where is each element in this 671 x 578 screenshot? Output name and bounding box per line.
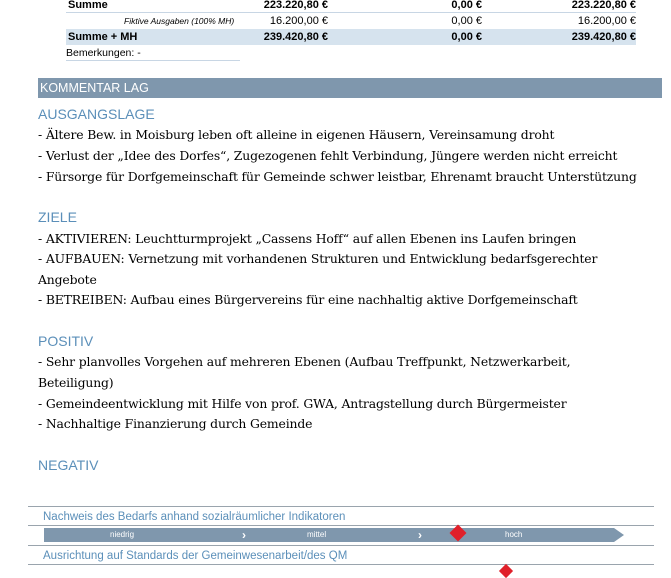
- value-col-1: 223.220,80 €: [263, 0, 328, 11]
- chevron-right-icon: ›: [418, 528, 422, 542]
- scale-label-hoch: hoch: [505, 530, 523, 539]
- rating-divider: [28, 525, 654, 526]
- text-line: - Gemeindeentwicklung mit Hilfe von prof. GWA, Antragstellung durch Bürgermeister: [38, 396, 567, 411]
- text-line: - Fürsorge für Dorfgemeinschaft für Gemeinde schwer leistbar, Ehrenamt braucht Unterstützung: [38, 169, 637, 184]
- text-line: - Nachhaltige Finanzierung durch Gemeinde: [38, 416, 313, 431]
- rating-bottom-rule: [28, 545, 654, 546]
- scale-label-mittel: mittel: [307, 530, 327, 539]
- rating-title-standards: Ausrichtung auf Standards der Gemeinwesenarbeit/des QM: [43, 550, 348, 562]
- scale-label-niedrig: niedrig: [110, 530, 135, 539]
- value-col-1: 16.200,00 €: [269, 15, 328, 27]
- text-line: - AUFBAUEN: Vernetzung mit vorhandenen Strukturen und Entwicklung bedarfsgerechter: [38, 251, 598, 266]
- row-label: Summe + MH: [68, 31, 138, 43]
- rating-top-rule: [28, 506, 654, 507]
- rating-divider: [28, 564, 654, 565]
- text-line: - Verlust der „Idee des Dorfes“, Zugezogenen fehlt Verbindung, Jüngere werden nicht erreicht: [38, 148, 618, 163]
- value-col-3: 16.200,00 €: [577, 15, 636, 27]
- row-label: Fiktive Ausgaben (100% MH): [124, 16, 235, 26]
- rating-marker-diamond-icon: [499, 564, 513, 578]
- text-line: - AKTIVIEREN: Leuchtturmprojekt „Cassens Hoff“ auf allen Ebenen ins Laufen bringen: [38, 231, 577, 246]
- table-row-summe: [66, 0, 636, 12]
- value-col-1: 239.420,80 €: [263, 31, 328, 43]
- row-label: Summe: [68, 0, 108, 11]
- value-col-2: 0,00 €: [451, 31, 482, 43]
- remarks: Bemerkungen: -: [66, 47, 141, 59]
- chevron-right-icon: ›: [242, 528, 246, 542]
- heading-ausgangslage: AUSGANGSLAGE: [38, 106, 155, 122]
- text-line: Beteiligung): [38, 375, 114, 390]
- table-row-summe-mh: [66, 29, 636, 45]
- text-line: - Sehr planvolles Vorgehen auf mehreren Ebenen (Aufbau Treffpunkt, Netzwerkarbeit,: [38, 354, 571, 369]
- heading-ziele: ZIELE: [38, 209, 77, 225]
- value-col-3: 239.420,80 €: [571, 31, 636, 43]
- section-header-bar: KOMMENTAR LAG: [38, 78, 662, 98]
- text-line: - Ältere Bew. in Moisburg leben oft alleine in eigenen Häusern, Vereinsamung droht: [38, 127, 555, 142]
- heading-positiv: POSITIV: [38, 333, 94, 349]
- table-divider: [66, 12, 636, 13]
- rating-title-bedarf: Nachweis des Bedarfs anhand sozialräumlicher Indikatoren: [43, 511, 346, 523]
- value-col-2: 0,00 €: [451, 15, 482, 27]
- table-row-fiktive-ausgaben: [66, 14, 636, 28]
- text-line: Angebote: [38, 272, 97, 287]
- value-col-3: 223.220,80 €: [571, 0, 636, 11]
- remarks-underline: [66, 60, 240, 61]
- rating-scale-arrow-icon: [614, 528, 624, 542]
- value-col-2: 0,00 €: [451, 0, 482, 11]
- text-line: - BETREIBEN: Aufbau eines Bürgervereins für eine nachhaltig aktive Dorfgemeinschaft: [38, 292, 578, 307]
- heading-negativ: NEGATIV: [38, 457, 99, 473]
